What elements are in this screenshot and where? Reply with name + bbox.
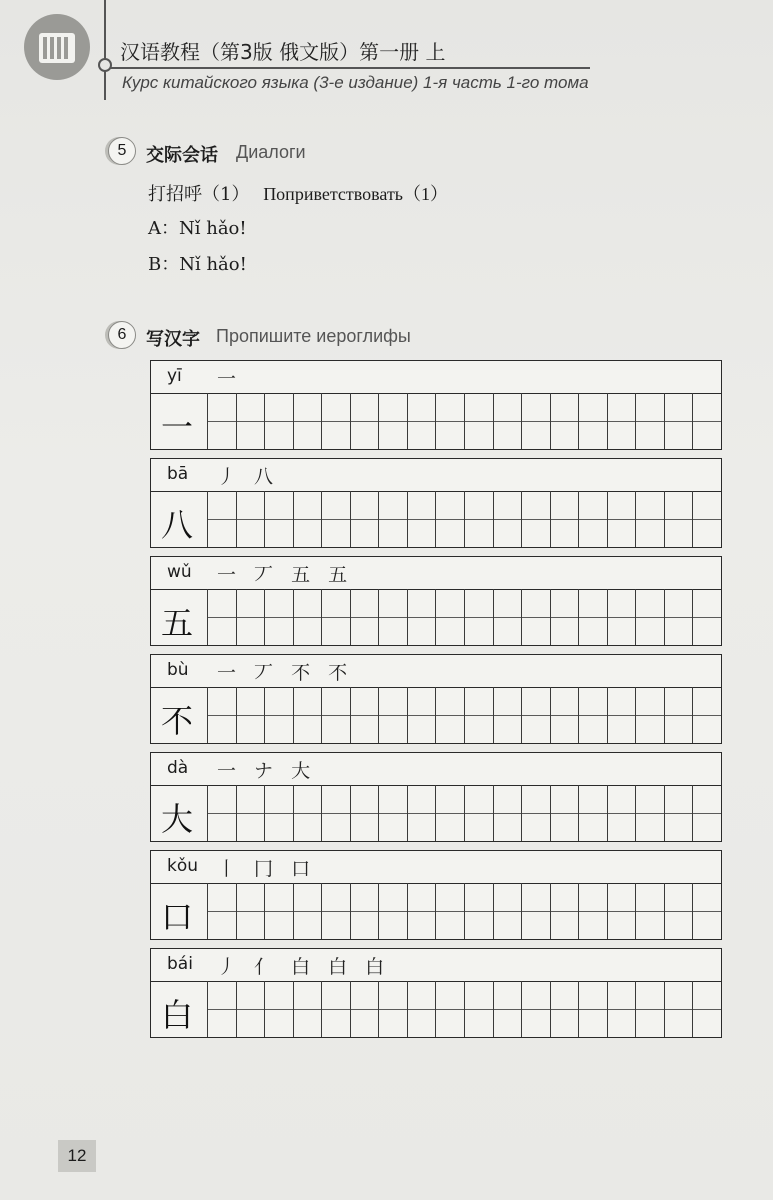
practice-cell — [236, 785, 265, 841]
practice-cell — [236, 491, 265, 547]
row-header — [151, 459, 721, 492]
book-title-russian: Курс китайского языка (3-е издание) 1-я часть 1-го тома — [122, 73, 589, 92]
practice-cell — [435, 785, 464, 841]
pinyin-label: yī — [167, 366, 182, 386]
practice-cell — [264, 687, 293, 743]
practice-cell — [493, 687, 522, 743]
stroke-order: 一 — [217, 368, 243, 390]
practice-cell — [692, 491, 721, 547]
practice-cell — [293, 393, 322, 449]
section-6-subtitle: Пропишите иероглифы — [216, 326, 411, 346]
dialog-line-a — [148, 214, 247, 240]
practice-cell — [236, 883, 265, 939]
header-rule-node — [98, 58, 112, 72]
practice-cell — [378, 785, 407, 841]
publisher-logo — [24, 14, 90, 80]
practice-cell — [464, 883, 493, 939]
practice-cell — [550, 687, 579, 743]
practice-cell — [350, 393, 379, 449]
dialog-speaker-a: A： — [148, 218, 179, 239]
practice-cell — [664, 687, 693, 743]
practice-cell — [435, 883, 464, 939]
stroke-order: 一 丆 不 不 — [217, 662, 354, 684]
practice-cell — [493, 883, 522, 939]
practice-cell — [464, 981, 493, 1037]
practice-cell — [378, 981, 407, 1037]
practice-cell — [207, 393, 236, 449]
writing-practice-grid — [150, 360, 722, 1046]
practice-cell — [407, 687, 436, 743]
practice-cell — [207, 981, 236, 1037]
practice-cell — [635, 491, 664, 547]
practice-cell — [550, 981, 579, 1037]
stroke-order: 丨 冂 口 — [217, 858, 317, 880]
practice-cell — [550, 393, 579, 449]
practice-cell — [293, 981, 322, 1037]
practice-cell — [578, 785, 607, 841]
practice-cell — [378, 687, 407, 743]
practice-cell — [493, 785, 522, 841]
practice-cell — [378, 393, 407, 449]
character-row — [150, 654, 722, 744]
practice-cell — [521, 883, 550, 939]
practice-cell — [207, 687, 236, 743]
practice-cell — [236, 393, 265, 449]
section-6-number: 6 — [108, 321, 136, 349]
practice-cell — [464, 491, 493, 547]
practice-cell — [493, 589, 522, 645]
practice-cell — [350, 491, 379, 547]
practice-cells — [207, 785, 721, 841]
practice-cell — [435, 981, 464, 1037]
practice-cell — [378, 589, 407, 645]
practice-cell — [550, 589, 579, 645]
practice-cell — [692, 589, 721, 645]
practice-cell — [264, 393, 293, 449]
row-header — [151, 557, 721, 590]
practice-cell — [321, 589, 350, 645]
row-header — [151, 851, 721, 884]
practice-cell — [578, 589, 607, 645]
practice-cell — [550, 883, 579, 939]
practice-cells — [207, 687, 721, 743]
practice-cell — [578, 491, 607, 547]
pinyin-label: bái — [167, 954, 193, 974]
practice-cell — [264, 491, 293, 547]
practice-cell — [321, 687, 350, 743]
page-number: 12 — [58, 1140, 96, 1172]
practice-cell — [493, 393, 522, 449]
practice-cell — [378, 491, 407, 547]
practice-cell — [350, 589, 379, 645]
dialog-text-b: Nǐ hǎo! — [179, 254, 247, 275]
practice-cells — [207, 883, 721, 939]
practice-cell — [264, 981, 293, 1037]
model-character: 白 — [161, 996, 194, 1034]
row-header — [151, 753, 721, 786]
stroke-order: 丿 亻 白 白 白 — [217, 956, 391, 978]
practice-cell — [664, 491, 693, 547]
practice-cell — [207, 883, 236, 939]
practice-cell — [350, 785, 379, 841]
practice-cell — [578, 883, 607, 939]
practice-cell — [293, 785, 322, 841]
practice-cell — [293, 883, 322, 939]
practice-cell — [435, 491, 464, 547]
practice-cell — [521, 981, 550, 1037]
practice-cell — [293, 491, 322, 547]
header-vertical-rule — [104, 0, 106, 100]
practice-cell — [692, 981, 721, 1037]
practice-cell — [607, 393, 636, 449]
practice-cell — [321, 393, 350, 449]
character-row — [150, 360, 722, 450]
character-row — [150, 752, 722, 842]
practice-cells — [207, 491, 721, 547]
practice-cell — [664, 981, 693, 1037]
practice-cell — [435, 687, 464, 743]
pinyin-label: bā — [167, 464, 189, 484]
practice-cell — [521, 589, 550, 645]
dialog-text-a: Nǐ hǎo! — [179, 218, 247, 239]
practice-cell — [207, 589, 236, 645]
practice-cell — [607, 687, 636, 743]
model-character: 口 — [161, 898, 194, 936]
practice-cell — [692, 785, 721, 841]
practice-cell — [664, 393, 693, 449]
stroke-order: 一 ナ 大 — [217, 760, 317, 782]
practice-cell — [350, 883, 379, 939]
practice-cell — [692, 393, 721, 449]
practice-cell — [664, 883, 693, 939]
pinyin-label: kǒu — [167, 856, 199, 876]
practice-cell — [407, 589, 436, 645]
dialog-topic — [148, 180, 448, 206]
practice-cell — [664, 589, 693, 645]
practice-cell — [521, 491, 550, 547]
practice-cell — [521, 687, 550, 743]
practice-cell — [207, 785, 236, 841]
practice-cell — [207, 491, 236, 547]
practice-cell — [464, 785, 493, 841]
model-character: 五 — [161, 604, 194, 642]
header-horizontal-rule — [110, 67, 590, 69]
character-row — [150, 850, 722, 940]
pinyin-label: bù — [167, 660, 189, 680]
practice-cell — [578, 981, 607, 1037]
practice-cell — [607, 589, 636, 645]
practice-cell — [435, 393, 464, 449]
practice-cells — [207, 393, 721, 449]
dialog-topic-russian: Поприветствовать（1） — [263, 184, 449, 204]
pinyin-label: wǔ — [167, 562, 192, 582]
practice-cell — [692, 883, 721, 939]
practice-cell — [578, 393, 607, 449]
section-5-subtitle: Диалоги — [236, 142, 306, 162]
practice-cell — [464, 687, 493, 743]
practice-cell — [236, 981, 265, 1037]
practice-cell — [521, 393, 550, 449]
practice-cell — [578, 687, 607, 743]
practice-cell — [692, 687, 721, 743]
practice-cell — [321, 883, 350, 939]
practice-cell — [635, 883, 664, 939]
practice-cell — [607, 981, 636, 1037]
practice-cell — [350, 981, 379, 1037]
practice-cell — [607, 883, 636, 939]
practice-cell — [607, 491, 636, 547]
practice-cell — [407, 491, 436, 547]
practice-cell — [264, 883, 293, 939]
practice-cell — [607, 785, 636, 841]
practice-cell — [550, 491, 579, 547]
stroke-order: 一 丆 五 五 — [217, 564, 354, 586]
pinyin-label: dà — [167, 758, 189, 778]
model-character: 一 — [161, 408, 194, 446]
row-header — [151, 361, 721, 394]
model-character: 八 — [161, 506, 194, 544]
character-row — [150, 458, 722, 548]
practice-cell — [236, 687, 265, 743]
practice-cell — [464, 393, 493, 449]
row-header — [151, 949, 721, 982]
model-character: 不 — [161, 702, 194, 740]
section-5-number: 5 — [108, 137, 136, 165]
section-6-title: 写汉字 — [146, 329, 200, 350]
practice-cell — [635, 785, 664, 841]
practice-cell — [493, 981, 522, 1037]
practice-cell — [635, 393, 664, 449]
character-row — [150, 556, 722, 646]
practice-cell — [635, 589, 664, 645]
dialog-speaker-b: B： — [148, 254, 180, 275]
practice-cell — [635, 981, 664, 1037]
book-title-chinese: 汉语教程（第3版 俄文版）第一册 上 — [120, 40, 446, 64]
section-5-title: 交际会话 — [146, 145, 218, 166]
practice-cell — [407, 785, 436, 841]
stroke-order: 丿 八 — [217, 466, 280, 488]
practice-cells — [207, 981, 721, 1037]
practice-cell — [407, 981, 436, 1037]
practice-cell — [378, 883, 407, 939]
practice-cell — [321, 981, 350, 1037]
practice-cell — [664, 785, 693, 841]
practice-cell — [236, 589, 265, 645]
practice-cells — [207, 589, 721, 645]
practice-cell — [407, 883, 436, 939]
practice-cell — [435, 589, 464, 645]
practice-cell — [635, 687, 664, 743]
book-logo-icon — [37, 27, 77, 67]
practice-cell — [293, 589, 322, 645]
practice-cell — [493, 491, 522, 547]
row-header — [151, 655, 721, 688]
dialog-topic-chinese: 打招呼（1） — [148, 184, 250, 205]
model-character: 大 — [161, 800, 194, 838]
practice-cell — [293, 687, 322, 743]
dialog-line-b — [148, 250, 247, 276]
practice-cell — [321, 491, 350, 547]
practice-cell — [521, 785, 550, 841]
practice-cell — [264, 589, 293, 645]
practice-cell — [264, 785, 293, 841]
practice-cell — [407, 393, 436, 449]
character-row — [150, 948, 722, 1038]
practice-cell — [464, 589, 493, 645]
practice-cell — [550, 785, 579, 841]
practice-cell — [321, 785, 350, 841]
practice-cell — [350, 687, 379, 743]
